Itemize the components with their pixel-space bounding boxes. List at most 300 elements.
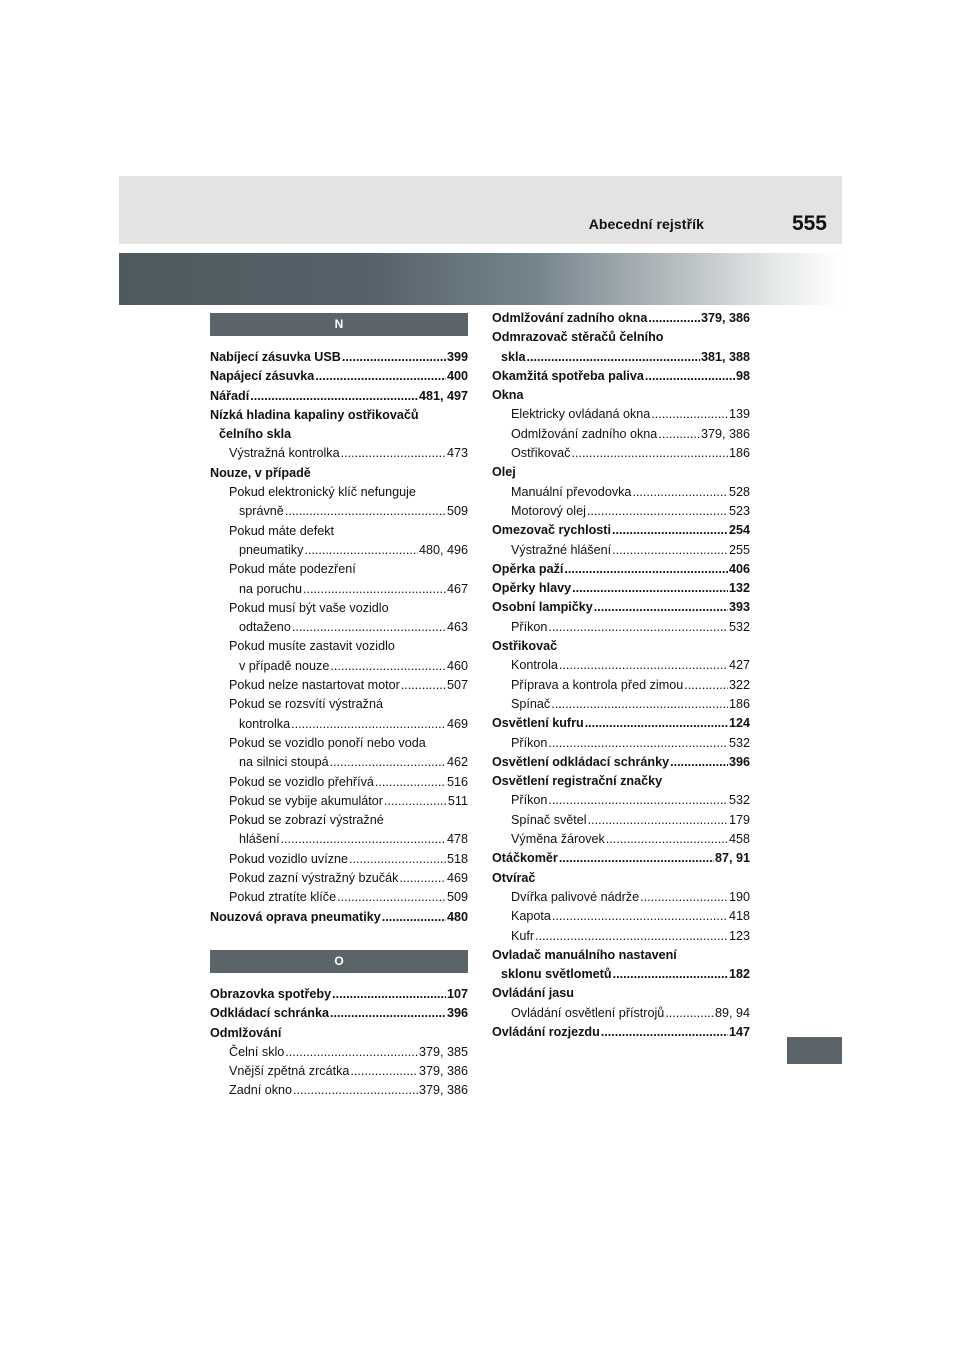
entry-text: Kapota — [511, 909, 551, 924]
dot-leader — [587, 502, 728, 521]
index-line — [210, 444, 468, 463]
page-reference: 469 — [446, 871, 468, 886]
dot-leader — [399, 869, 446, 888]
dot-leader — [645, 367, 735, 386]
index-line — [492, 444, 750, 463]
entry-text: Dvířka palivové nádrže — [511, 889, 640, 904]
page-reference: 124 — [728, 716, 750, 731]
page-reference: 418 — [728, 909, 750, 924]
index-entry — [492, 849, 750, 868]
entry-text: Příprava a kontrola před zimou — [511, 677, 684, 692]
index-subentry — [492, 502, 750, 521]
dot-leader — [559, 656, 728, 675]
index-entry — [492, 309, 750, 328]
entry-text: na silnici stoupá — [239, 755, 329, 770]
index-line — [492, 637, 750, 656]
index-line — [210, 483, 468, 502]
entry-text: Pokud elektronický klíč nefunguje — [229, 485, 416, 500]
index-line — [492, 946, 750, 965]
entry-text: Nabíjecí zásuvka USB — [210, 350, 341, 364]
entry-text: Motorový olej — [511, 503, 586, 518]
dot-leader — [548, 618, 728, 637]
index-entry — [492, 560, 750, 579]
index-line — [492, 791, 750, 810]
index-entry — [210, 985, 468, 1004]
entry-text: Pokud vozidlo uvízne — [229, 851, 349, 866]
page-reference: 379, 386 — [418, 1083, 468, 1098]
dot-leader — [285, 1043, 418, 1062]
page-reference: 509 — [446, 504, 468, 519]
index-line — [210, 541, 468, 560]
page-reference: 393 — [728, 600, 750, 615]
index-entry — [492, 984, 750, 1003]
index-line — [210, 464, 468, 483]
entry-text: Osvětlení registrační značky — [492, 774, 663, 789]
index-line — [492, 676, 750, 695]
dot-leader — [670, 753, 728, 772]
dot-leader — [350, 1062, 418, 1081]
index-line — [492, 502, 750, 521]
index-line — [492, 734, 750, 753]
index-line — [492, 598, 750, 617]
index-line — [210, 715, 468, 734]
index-entry — [492, 367, 750, 386]
entry-text: Osvětlení kufru — [492, 716, 584, 731]
dot-leader — [651, 405, 728, 424]
page-reference: 528 — [728, 484, 750, 499]
index-subentry — [492, 734, 750, 753]
index-line — [492, 888, 750, 907]
dot-leader — [548, 791, 728, 810]
index-line — [492, 1004, 750, 1023]
index-line — [210, 560, 468, 579]
index-subentry — [492, 618, 750, 637]
index-entry — [492, 463, 750, 482]
index-subentry — [492, 927, 750, 946]
entry-text: odtaženo — [239, 620, 291, 635]
dot-leader — [648, 309, 700, 328]
page-reference: 462 — [446, 755, 468, 770]
page-reference: 480 — [446, 909, 468, 924]
section-letter-header: O — [210, 950, 468, 973]
page-reference: 532 — [728, 735, 750, 750]
page-reference: 182 — [728, 967, 750, 982]
index-line — [492, 328, 750, 347]
index-entry — [492, 386, 750, 405]
index-line — [210, 657, 468, 676]
dot-leader — [330, 657, 446, 676]
section-letter-header: N — [210, 313, 468, 336]
entry-text: Okna — [492, 388, 524, 403]
index-line — [210, 522, 468, 541]
entry-text: na poruchu — [239, 581, 303, 596]
dot-leader — [665, 1004, 714, 1023]
index-line — [210, 676, 468, 695]
index-line — [492, 753, 750, 772]
index-line — [492, 348, 750, 367]
index-line — [210, 406, 468, 425]
page-reference: 518 — [446, 851, 468, 866]
entry-text: v případě nouze — [239, 658, 330, 673]
dot-leader — [559, 849, 714, 868]
page-reference: 123 — [728, 928, 750, 943]
entry-text: pneumatiky — [239, 542, 304, 557]
entry-text: Nouzová oprava pneumatiky — [210, 909, 381, 924]
dot-leader — [291, 715, 446, 734]
entry-text: Spínač světel — [511, 812, 587, 827]
entry-text: Nářadí — [210, 388, 250, 403]
index-line — [210, 734, 468, 753]
index-line — [492, 541, 750, 560]
index-line — [492, 772, 750, 791]
index-subentry — [492, 425, 750, 444]
dot-leader — [341, 444, 446, 463]
index-column-left — [210, 313, 468, 1101]
index-entry — [492, 328, 750, 367]
index-line — [210, 908, 468, 927]
entry-text: Spínač — [511, 696, 551, 711]
index-line — [210, 637, 468, 656]
index-line — [210, 1043, 468, 1062]
index-line — [492, 984, 750, 1003]
entry-text: Olej — [492, 465, 516, 480]
index-subentry — [210, 850, 468, 869]
index-line — [492, 560, 750, 579]
dot-leader — [585, 714, 728, 733]
dot-leader — [293, 1081, 418, 1100]
index-subentry — [210, 1043, 468, 1062]
page-reference: 396 — [446, 1006, 468, 1021]
page-reference: 509 — [446, 890, 468, 905]
page-header — [119, 176, 842, 244]
dot-leader — [571, 444, 728, 463]
entry-text: Osvětlení odkládací schránky — [492, 754, 670, 769]
index-subentry — [492, 888, 750, 907]
page-reference: 516 — [446, 774, 468, 789]
index-entry — [210, 1004, 468, 1023]
index-line — [210, 830, 468, 849]
dot-leader — [330, 753, 446, 772]
index-line — [210, 792, 468, 811]
index-entry — [210, 1024, 468, 1043]
index-subentry — [492, 656, 750, 675]
page-reference: 507 — [446, 678, 468, 693]
index-entry — [492, 1023, 750, 1042]
index-line — [492, 425, 750, 444]
entry-text: Pokud máte podezření — [229, 562, 356, 577]
index-subentry — [210, 869, 468, 888]
index-entry — [492, 869, 750, 888]
index-entry — [210, 387, 468, 406]
index-line — [210, 502, 468, 521]
index-line — [492, 869, 750, 888]
dot-leader — [401, 676, 446, 695]
dot-leader — [658, 425, 700, 444]
page-reference: 255 — [728, 542, 750, 557]
index-line — [210, 753, 468, 772]
entry-text: Okamžitá spotřeba paliva — [492, 368, 644, 383]
entry-text: Pokud nelze nastartovat motor — [229, 678, 400, 693]
index-line — [210, 773, 468, 792]
page-reference: 399 — [446, 350, 468, 364]
page-reference: 107 — [446, 986, 468, 1001]
entry-text: Ovladač manuálního nastavení — [492, 947, 677, 962]
index-entry — [492, 753, 750, 772]
page-reference: 481, 497 — [418, 388, 468, 403]
dot-leader — [527, 348, 700, 367]
index-entry — [492, 946, 750, 985]
entry-text: Odkládací schránka — [210, 1006, 330, 1021]
dot-leader — [375, 773, 446, 792]
index-line — [210, 599, 468, 618]
index-line — [492, 483, 750, 502]
entry-text: Manuální převodovka — [511, 484, 632, 499]
page-reference: 480, 496 — [418, 542, 468, 557]
dot-leader — [382, 908, 446, 927]
index-line — [210, 888, 468, 907]
page-reference: 87, 91 — [714, 851, 750, 866]
entry-text: správně — [239, 504, 284, 519]
entry-text: Pokud se rozsvítí výstražná — [229, 697, 383, 712]
index-entry — [210, 348, 468, 367]
index-subentry — [492, 811, 750, 830]
index-subentry — [210, 773, 468, 792]
entry-text: Opěrka paží — [492, 561, 564, 576]
dot-leader — [613, 965, 728, 984]
index-entry — [210, 464, 468, 483]
dot-leader — [612, 521, 728, 540]
dot-leader — [304, 541, 418, 560]
index-entry — [492, 521, 750, 540]
entry-text: Otvírač — [492, 870, 536, 885]
index-line — [210, 1062, 468, 1081]
index-line — [210, 618, 468, 637]
dot-leader — [337, 888, 446, 907]
dot-leader — [342, 348, 446, 367]
dot-leader — [315, 367, 446, 386]
page-reference: 254 — [728, 523, 750, 538]
index-line — [492, 714, 750, 733]
page-reference: 406 — [728, 561, 750, 576]
entry-text: Zadní okno — [229, 1083, 293, 1098]
dot-leader — [535, 927, 728, 946]
entry-text: Otáčkoměr — [492, 851, 558, 866]
page-reference: 473 — [446, 446, 468, 461]
entry-text: Pokud se zobrazí výstražné — [229, 813, 384, 828]
index-line — [210, 367, 468, 386]
dot-leader — [572, 579, 728, 598]
entry-text: Výstražné hlášení — [511, 542, 612, 557]
dot-leader — [551, 695, 728, 714]
section-title: Abecední rejstřík — [588, 216, 704, 232]
entry-text: Kontrola — [511, 658, 558, 673]
entry-text: Elektricky ovládaná okna — [511, 407, 651, 422]
entry-text: Vnější zpětná zrcátka — [229, 1064, 350, 1079]
page-reference: 463 — [446, 620, 468, 635]
index-subentry — [210, 695, 468, 734]
page-reference: 379, 386 — [418, 1064, 468, 1079]
index-line — [210, 1081, 468, 1100]
page-reference: 469 — [446, 716, 468, 731]
index-entry — [492, 772, 750, 791]
index-line — [492, 965, 750, 984]
entry-text: hlášení — [239, 832, 280, 847]
page-reference: 98 — [735, 368, 750, 383]
index-line — [210, 869, 468, 888]
dot-leader — [332, 985, 446, 1004]
entry-text: Odmlžování zadního okna — [511, 426, 658, 441]
index-line — [210, 348, 468, 367]
dot-leader — [640, 888, 728, 907]
page-reference: 190 — [728, 889, 750, 904]
index-line — [492, 656, 750, 675]
index-entry — [210, 367, 468, 386]
section-gap — [210, 927, 468, 950]
index-subentry — [210, 637, 468, 676]
decorative-gradient-band — [119, 253, 842, 305]
dot-leader — [684, 676, 728, 695]
index-line — [492, 695, 750, 714]
entry-text: Pokud musíte zastavit vozidlo — [229, 639, 395, 654]
index-subentry — [210, 676, 468, 695]
page-reference: 139 — [728, 407, 750, 422]
entry-text: Výměna žárovek — [511, 832, 605, 847]
entry-text: Ostřikovač — [511, 446, 571, 461]
index-line — [492, 579, 750, 598]
page-reference: 511 — [447, 793, 468, 808]
page-reference: 467 — [446, 581, 468, 596]
index-line — [210, 985, 468, 1004]
dot-leader — [632, 483, 728, 502]
index-line — [210, 1024, 468, 1043]
entry-text: Čelní sklo — [229, 1044, 285, 1059]
entry-text: Pokud ztratíte klíče — [229, 890, 337, 905]
entry-text: Pokud se vozidlo ponoří nebo voda — [229, 735, 426, 750]
page-number: 555 — [791, 212, 827, 235]
index-subentry — [492, 695, 750, 714]
index-line — [492, 618, 750, 637]
dot-leader — [601, 1023, 728, 1042]
index-line — [210, 387, 468, 406]
dot-leader — [250, 387, 418, 406]
entry-text: kontrolka — [239, 716, 291, 731]
index-subentry — [492, 676, 750, 695]
entry-text: Příkon — [511, 793, 548, 808]
dot-leader — [606, 830, 728, 849]
index-subentry — [210, 560, 468, 599]
index-subentry — [210, 1062, 468, 1081]
dot-leader — [612, 541, 728, 560]
entry-text: Odmrazovač stěračů čelního — [492, 330, 664, 345]
page-reference: 458 — [728, 832, 750, 847]
entry-text: Osobní lampičky — [492, 600, 593, 615]
index-line — [492, 309, 750, 328]
index-subentry — [492, 541, 750, 560]
page-reference: 379, 386 — [700, 311, 750, 325]
page-reference: 427 — [728, 658, 750, 673]
page-reference: 89, 94 — [714, 1005, 750, 1020]
index-subentry — [492, 791, 750, 810]
entry-text: Omezovač rychlosti — [492, 523, 611, 538]
entry-text: Obrazovka spotřeby — [210, 986, 332, 1001]
index-subentry — [210, 734, 468, 773]
page-reference: 179 — [728, 812, 750, 827]
index-entry — [210, 908, 468, 927]
dot-leader — [330, 1004, 446, 1023]
index-line — [492, 927, 750, 946]
index-line — [492, 405, 750, 424]
page-reference: 132 — [728, 581, 750, 596]
index-line — [492, 1023, 750, 1042]
page-reference: 147 — [728, 1024, 750, 1039]
index-subentry — [492, 405, 750, 424]
index-line — [210, 580, 468, 599]
dot-leader — [292, 618, 446, 637]
dot-leader — [548, 734, 728, 753]
dot-leader — [285, 502, 446, 521]
entry-text: Kufr — [511, 928, 535, 943]
entry-text: Opěrky hlavy — [492, 581, 572, 596]
index-line — [210, 695, 468, 714]
index-entry — [492, 714, 750, 733]
index-line — [492, 811, 750, 830]
page-reference: 186 — [728, 696, 750, 711]
dot-leader — [552, 907, 728, 926]
page-reference: 400 — [446, 369, 468, 384]
entry-text: skla — [501, 349, 526, 364]
page-reference: 532 — [728, 619, 750, 634]
index-entry — [492, 637, 750, 656]
page-reference: 396 — [728, 754, 750, 769]
page-reference: 478 — [446, 832, 468, 847]
index-entry — [210, 406, 468, 445]
index-subentry — [210, 792, 468, 811]
index-subentry — [492, 444, 750, 463]
entry-text: Ovládání osvětlení přístrojů — [511, 1005, 665, 1020]
index-line — [492, 463, 750, 482]
dot-leader — [384, 792, 447, 811]
entry-text: Nouze, v případě — [210, 465, 311, 480]
entry-text: Odmlžování zadního okna — [492, 311, 648, 325]
dot-leader — [594, 598, 728, 617]
dot-leader — [349, 850, 446, 869]
entry-text: Pokud musí být vaše vozidlo — [229, 600, 389, 615]
entry-text: Pokud zazní výstražný bzučák — [229, 871, 399, 886]
index-subentry — [210, 522, 468, 561]
index-line — [492, 849, 750, 868]
index-subentry — [492, 1004, 750, 1023]
entry-text: Příkon — [511, 735, 548, 750]
index-line — [492, 907, 750, 926]
entry-text: Ovládání rozjezdu — [492, 1024, 600, 1039]
index-line — [210, 1004, 468, 1023]
index-column-right — [492, 309, 750, 1042]
page-reference: 186 — [728, 446, 750, 461]
index-subentry — [210, 811, 468, 850]
side-index-tab — [787, 1037, 842, 1064]
page-reference: 523 — [728, 503, 750, 518]
page-reference: 532 — [728, 793, 750, 808]
entry-text: Pokud máte defekt — [229, 523, 335, 538]
index-subentry — [210, 599, 468, 638]
index-line — [210, 850, 468, 869]
dot-leader — [303, 580, 446, 599]
entry-text: čelního skla — [219, 427, 292, 442]
dot-leader — [588, 811, 728, 830]
index-subentry — [492, 830, 750, 849]
index-subentry — [210, 1081, 468, 1100]
index-subentry — [210, 888, 468, 907]
